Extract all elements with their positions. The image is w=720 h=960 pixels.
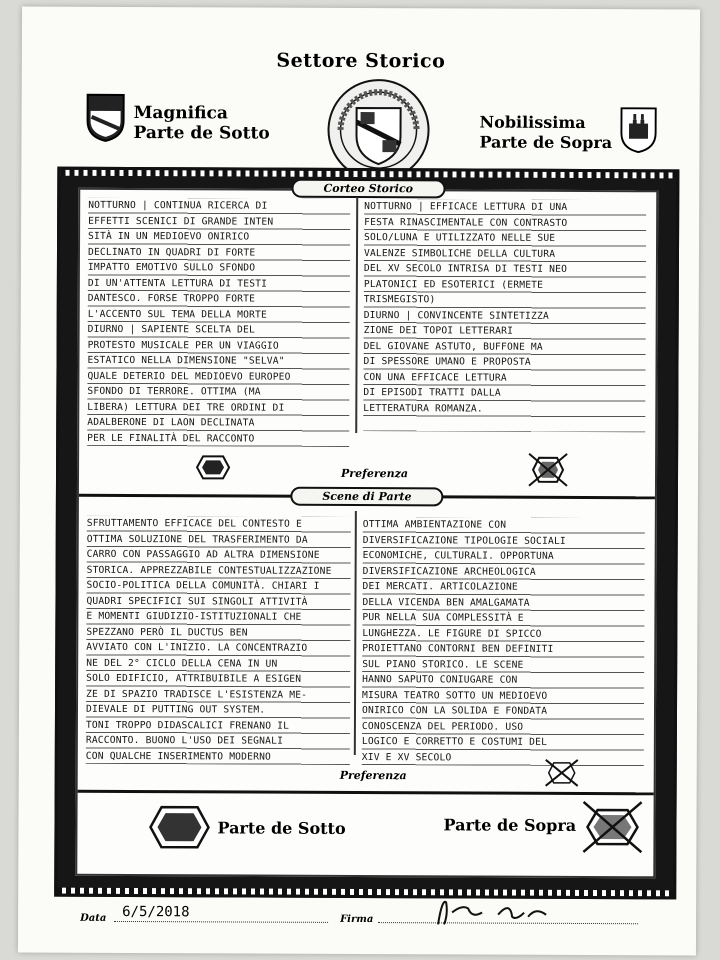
handwritten-line: LETTERATURA ROMANZA. [363,402,483,415]
corteo-section-label: Corteo Storico [291,179,445,199]
handwritten-line: VALENZE SIMBOLICHE DELLA CULTURA [363,247,556,260]
handwritten-line: DI SPESSORE UMANO E PROPOSTA [363,356,531,368]
handwritten-line: AVVIATO CON L'INIZIO. LA CONCENTRAZIO [86,641,308,654]
handwritten-line: PLATONICI ED ESOTERICI (ERMETE [363,278,544,291]
handwritten-line: DELLA VICENDA BEN AMALGAMATA [362,596,530,609]
handwritten-line: MISURA TEATRO SOTTO UN MEDIOEVO [362,689,548,702]
handwritten-line: DIEVALE DI PUTTING OUT SYSTEM. [85,703,266,716]
firma-label: Firma [340,913,374,926]
handwritten-line: SFRUTTAMENTO EFFICACE DEL CONTESTO E [86,517,302,530]
handwritten-line: SPEZZANO PERÒ IL DUCTUS BEN [86,626,248,639]
handwritten-line: NE DEL 2° CICLO DELLA CENA IN UN [86,657,278,670]
handwritten-line: IMPATTO EMOTIVO SULLO SFONDO [87,261,256,274]
handwritten-line: TRISMEGISTO) [363,294,436,306]
handwritten-line: OTTIMA SOLUZIONE DEL TRASFERIMENTO DA [86,533,308,546]
handwritten-line: STORICA. APPREZZABILE CONTESTUALIZZAZIONE [86,564,332,577]
handwritten-line: HANNO SAPUTO CONIUGARE CON [362,674,518,686]
handwritten-line: QUALE DETERIO DEL MEDIOEVO EUROPEO [87,370,291,383]
corteo-left-preference-hexagon[interactable] [195,454,231,480]
handwritten-line: SOLO EDIFICIO, ATTRIBUIBILE A ESIGEN [86,672,302,685]
right-party-line-1: Nobilissima [479,112,586,132]
left-party-line-1: Magnifica [133,103,228,124]
scene-column-divider [354,511,357,755]
shield-right-icon [619,105,657,155]
handwritten-line: DIURNO | SAPIENTE SCELTA DEL [87,323,256,336]
handwritten-line: CON UNA EFFICACE LETTURA [363,371,507,384]
footer-separator [78,790,654,796]
evaluation-frame [54,167,679,900]
handwritten-line: SOCIO-POLITICA DELLA COMUNITÀ. CHIARI I [86,579,320,592]
parte-de-sotto-label: Parte de Sotto [217,818,346,838]
handwritten-line: ONIRICO CON LA SOLIDA E FONDATA [361,705,548,717]
handwritten-line: EFFETTI SCENICI DI GRANDE INTEN [88,215,274,228]
handwritten-line: CONOSCENZA DEL PERIODO. USO [361,720,524,733]
right-party-line-2: Parte de Sopra [479,132,613,153]
data-value[interactable]: 6/5/2018 [122,903,190,921]
handwritten-line: L'ACCENTO SUL TEMA DELLA MORTE [87,308,268,321]
handwritten-line: TONI TROPPO DIDASCALICI FRENANO IL [85,719,290,732]
parte-de-sopra-label: Parte de Sopra [443,815,577,835]
scene-left-notes [86,516,351,765]
data-line [114,921,328,923]
handwritten-line: DANTESCO. FORSE TROPPO FORTE [87,292,256,305]
scene-right-notes [362,517,645,766]
handwritten-line: CON QUALCHE INSERIMENTO MODERNO [85,750,272,763]
handwritten-line: DIVERSIFICAZIONE ARCHEOLOGICA [362,565,536,578]
handwritten-line: NOTTURNO | EFFICACE LETTURA DI UNA [364,201,568,213]
left-party-line-2: Parte de Sotto [133,123,270,144]
corteo-right-notes [363,199,646,432]
handwritten-line: DEL XV SECOLO INTRISA DI TESTI NEO [363,263,568,275]
left-party-title [133,103,269,144]
data-label: Data [80,912,107,924]
handwritten-line: DI UN'ATTENTA LETTURA DI TESTI [87,277,268,290]
scene-mid-preference-mark[interactable] [542,758,582,788]
scene-preference-label: Preferenza [339,768,407,783]
handwritten-line: SUL PIANO STORICO. LE SCENE [362,658,524,671]
corteo-right-preference-hexagon[interactable] [523,450,573,490]
handwritten-line: QUADRI SPECIFICI SUI SINGOLI ATTIVITÀ [86,595,308,608]
handwritten-line: DEL GIOVANE ASTUTO, BUFFONE MA [363,340,543,353]
handwritten-line: ADALBERONE DI LAON DECLINATA [87,416,255,429]
handwritten-line: SITÀ IN UN MEDIOEVO ONIRICO [88,230,250,243]
handwritten-line: FESTA RINASCIMENTALE CON CONTRASTO [364,216,568,229]
handwritten-line: LIBERA) LETTURA DEI TRE ORDINI DI [87,401,285,414]
evaluation-inner [75,181,658,879]
handwritten-line: E MOMENTI GIUDIZIO-ISTITUZIONALI CHE [86,610,302,623]
parte-de-sopra-hexagon[interactable] [577,798,647,856]
page-title: Settore Storico [276,49,446,73]
handwritten-line: LUNGHEZZA. LE FIGURE DI SPICCO [362,627,542,640]
handwritten-line: DEI MERCATI. ARTICOLAZIONE [362,581,518,593]
handwritten-line: ZE DI SPAZIO TRADISCE L'ESISTENZA ME- [86,688,308,701]
handwritten-line: SFONDO DI TERRORE. OTTIMA (MA [87,385,261,398]
handwritten-line: SOLO/LUNA E UTILIZZATO NELLE SUE [364,232,556,244]
handwritten-line: ZIONE DEI TOPOI LETTERARI [363,325,514,337]
parte-de-sotto-hexagon[interactable] [147,804,211,850]
handwritten-line: PROIETTANO CONTORNI BEN DEFINITI [362,643,554,655]
handwritten-line: XIV E XV SECOLO [361,751,452,763]
handwritten-signature [428,894,558,929]
handwritten-line: ESTATICO NELLA DIMENSIONE "SELVA" [87,354,285,367]
handwritten-line: PUR NELLA SUA COMPLESSITÀ E [362,612,524,624]
handwritten-line: DI EPISODI TRATTI DALLA [363,387,501,399]
handwritten-line: NOTTURNO | CONTINUA RICERCA DI [88,199,268,212]
handwritten-line: ECONOMICHE, CULTURALI. OPPORTUNA [362,550,554,562]
handwritten-line: RACCONTO. BUONO L'USO DEI SEGNALI [85,734,284,747]
handwritten-line: DIVERSIFICAZIONE TIPOLOGIE SOCIALI [362,534,566,547]
scene-section-label: Scene di Parte [290,487,443,507]
corteo-preference-label: Preferenza [341,466,409,481]
calendimaggio-seal-icon [326,78,430,182]
corteo-column-divider [355,197,358,433]
handwritten-line: PROTESTO MUSICALE PER UN VIAGGIO [87,339,279,352]
handwritten-line: DECLINATO IN QUADRI DI FORTE [87,246,256,259]
handwritten-line: CARRO CON PASSAGGIO AD ALTRA DIMENSIONE [86,548,320,561]
right-party-title [479,113,612,154]
corteo-left-notes [87,198,350,447]
handwritten-line: PER LE FINALITÀ DEL RACCONTO [87,432,255,445]
handwritten-line: DIURNO | CONVINCENTE SINTETIZZA [363,309,550,322]
evaluation-sheet [18,7,700,956]
handwritten-line: LOGICO E CORRETTO E COSTUMI DEL [361,736,548,748]
handwritten-line: OTTIMA AMBIENTAZIONE CON [362,519,507,531]
shield-left-icon [85,93,125,143]
